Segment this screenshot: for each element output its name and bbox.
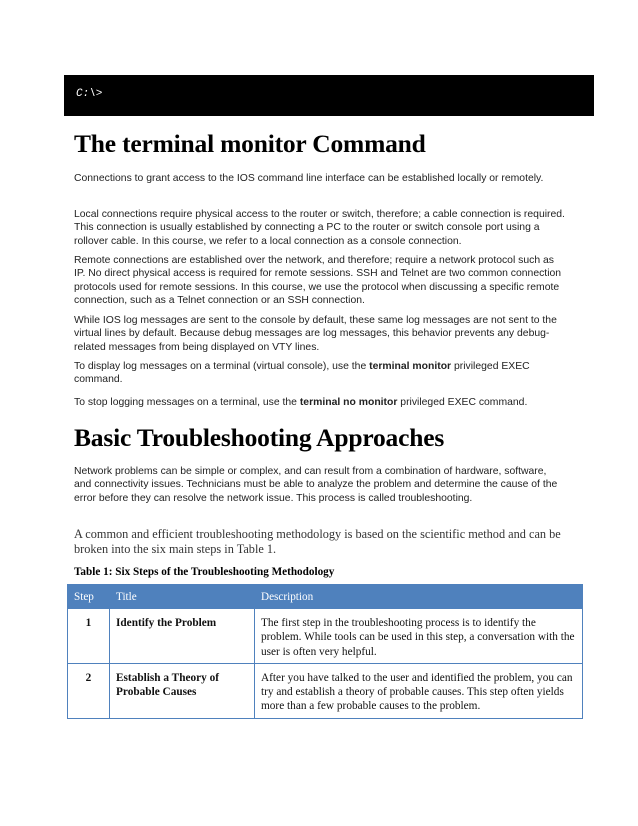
paragraph-terminal-monitor — [74, 360, 566, 387]
step-title: Establish a Theory of Probable Causes — [110, 663, 255, 718]
paragraph-connections: Connections to grant access to the IOS command line interface can be established locally or remotely. — [74, 173, 544, 184]
terminal-prompt-banner — [64, 75, 594, 116]
step-description: The first step in the troubleshooting process is to identify the problem. While tools can be used in this step, a conversation with the user is often very helpful. — [255, 609, 583, 664]
command-terminal-no-monitor: terminal no monitor — [299, 397, 398, 408]
paragraph-log-messages: While IOS log messages are sent to the console by default, these same log messages are not sent to the virtual lines by default. Because debug messages are log messages, this behavior prevents any debug-related messages from being displayed on VTY lines. — [74, 315, 557, 353]
table-row — [68, 663, 583, 718]
command-terminal-monitor: terminal monitor — [369, 361, 452, 372]
paragraph-local-connections: Local connections require physical access to the router or switch, therefore; a cable connection is required. This connection is usually established by connecting a PC to the router or switch console port using a rollover cable. In this course, we refer to a local connection as a console connection. — [74, 209, 565, 247]
section-heading-terminal-monitor: The terminal monitor Command — [74, 129, 426, 158]
paragraph-remote-connections: Remote connections are established over the network, and therefore; require a network protocol such as IP. No direct physical access is required for remote sessions. SSH and Telnet are two common connection protocols used for remote sessions. In this course, we use the protocol when discussing a specific remote connection, such as a Telnet connection or an SSH connection. — [74, 255, 562, 307]
table-row — [68, 609, 583, 664]
paragraph-methodology: A common and efficient troubleshooting methodology is based on the scientific method and can be broken into the six main steps in Table 1. — [74, 527, 561, 556]
header-description: Description — [255, 585, 583, 609]
table-header-row — [68, 585, 583, 609]
step-description: After you have talked to the user and identified the problem, you can try and establish a theory of probable causes. This step often yields more than a few probable causes to the problem. — [255, 663, 583, 718]
step-title: Identify the Problem — [110, 609, 255, 664]
p6-text-pre: To stop logging messages on a terminal, use the — [74, 397, 300, 408]
p5-text-pre: To display log messages on a terminal (virtual console), use the — [74, 361, 370, 372]
paragraph-network-problems: Network problems can be simple or complex, and can result from a combination of hardware, software, and connectivity issues. Technicians must be able to analyze the problem and determine the cause of the error before they can resolve the network issue. This process is called troubleshooting. — [74, 466, 558, 504]
header-title: Title — [110, 585, 255, 609]
p5-text-post: privileged EXEC command. — [74, 361, 530, 386]
header-step: Step — [68, 585, 110, 609]
p6-text-post: privileged EXEC command. — [397, 397, 528, 408]
step-number: 2 — [68, 663, 110, 718]
terminal-prompt-text: C:\> — [76, 88, 103, 100]
table-caption: Table 1: Six Steps of the Troubleshooting Methodology — [74, 566, 335, 578]
step-number: 1 — [68, 609, 110, 664]
troubleshooting-steps-table — [67, 584, 583, 719]
section-heading-troubleshooting: Basic Troubleshooting Approaches — [74, 423, 445, 452]
paragraph-terminal-no-monitor — [74, 396, 566, 409]
